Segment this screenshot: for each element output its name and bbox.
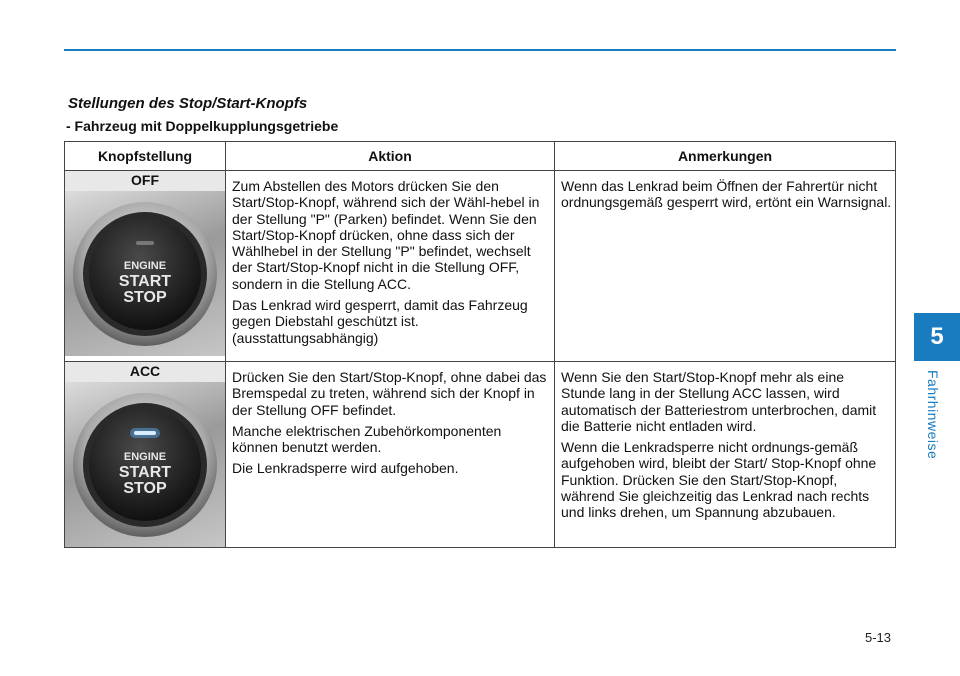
- remarks-acc-paragraph-2: Wenn die Lenkradsperre nicht ordnungs-gemäß aufgehoben wird, bleibt der Start/ Stop-Knopf ohne Funktion. Drücken Sie den Start/Stop-Knopf, während Sie gleichzeitig das Lenkrad nach rechts und links drehen, um Spannung abzubauen.: [561, 439, 877, 521]
- button-text-start: START: [118, 272, 172, 290]
- action-acc-paragraph-3: Die Lenkradsperre wird aufgehoben.: [232, 460, 459, 477]
- button-text-engine: ENGINE: [123, 450, 167, 463]
- table-row: [65, 362, 896, 548]
- chapter-label: Fahrhinweise: [925, 370, 941, 460]
- header-knopfstellung: Knopfstellung: [65, 142, 226, 171]
- remarks-acc-paragraph-1: Wenn Sie den Start/Stop-Knopf mehr als eine Stunde lang in der Stellung ACC lassen, wird automatisch der Batteriestrom unterbrochen, damit die Batterie nicht entladen wird.: [561, 369, 877, 434]
- top-rule: [64, 49, 896, 51]
- state-label-acc: ACC: [65, 362, 225, 382]
- header-anmerkungen: Anmerkungen: [555, 142, 896, 171]
- button-text-stop: STOP: [123, 288, 167, 306]
- chapter-number-tab: 5: [914, 313, 960, 361]
- action-off-paragraph-2: Das Lenkrad wird gesperrt, damit das Fahrzeug gegen Diebstahl geschützt ist. (ausstattungsabhängig): [232, 297, 528, 346]
- remarks-cell-off: [555, 171, 896, 362]
- remarks-cell-acc: [555, 362, 896, 548]
- action-cell-acc: [226, 362, 555, 548]
- button-text-engine: ENGINE: [123, 259, 167, 272]
- action-cell-off: [226, 171, 555, 362]
- action-acc-paragraph-2: Manche elektrischen Zubehörkomponenten können benutzt werden.: [232, 422, 502, 456]
- start-stop-button-acc-icon: [70, 390, 220, 540]
- table-header-row: [65, 142, 896, 171]
- action-acc-paragraph-1: Drücken Sie den Start/Stop-Knopf, ohne dabei das Bremspedal zu treten, während sich der Knopf in der Stellung OFF befindet.: [232, 369, 547, 418]
- sub-heading: - Fahrzeug mit Doppelkupplungsgetriebe: [66, 118, 339, 134]
- remarks-off-paragraph-1: Wenn das Lenkrad beim Öffnen der Fahrertür nicht ordnungsgemäß gesperrt wird, ertönt ein Warnsignal.: [561, 178, 892, 211]
- start-stop-button-off-image: [65, 191, 225, 356]
- start-stop-button-off-icon: [70, 199, 220, 349]
- state-label-off: OFF: [65, 171, 225, 191]
- action-off-paragraph-1: Zum Abstellen des Motors drücken Sie den Start/Stop-Knopf, während sich der Wähl-hebel in der Stellung "P" (Parken) befindet. Wenn Sie den Start/Stop-Knopf drücken, ohne dass sich der Wählhebel in der Stellung "P" befindet, wechselt der Start/Stop-Knopf nicht in die Stellung OFF, sondern in die Stellung ACC.: [232, 178, 540, 292]
- button-text-stop: STOP: [123, 479, 167, 497]
- position-cell-off: [65, 171, 226, 362]
- start-stop-button-acc-image: [65, 382, 225, 547]
- table-row: [65, 171, 896, 362]
- section-heading: Stellungen des Stop/Start-Knopfs: [68, 95, 308, 112]
- button-text-start: START: [118, 463, 172, 481]
- position-cell-acc: [65, 362, 226, 548]
- header-aktion: Aktion: [226, 142, 555, 171]
- button-positions-table: [64, 141, 896, 548]
- page-number: 5-13: [864, 630, 891, 645]
